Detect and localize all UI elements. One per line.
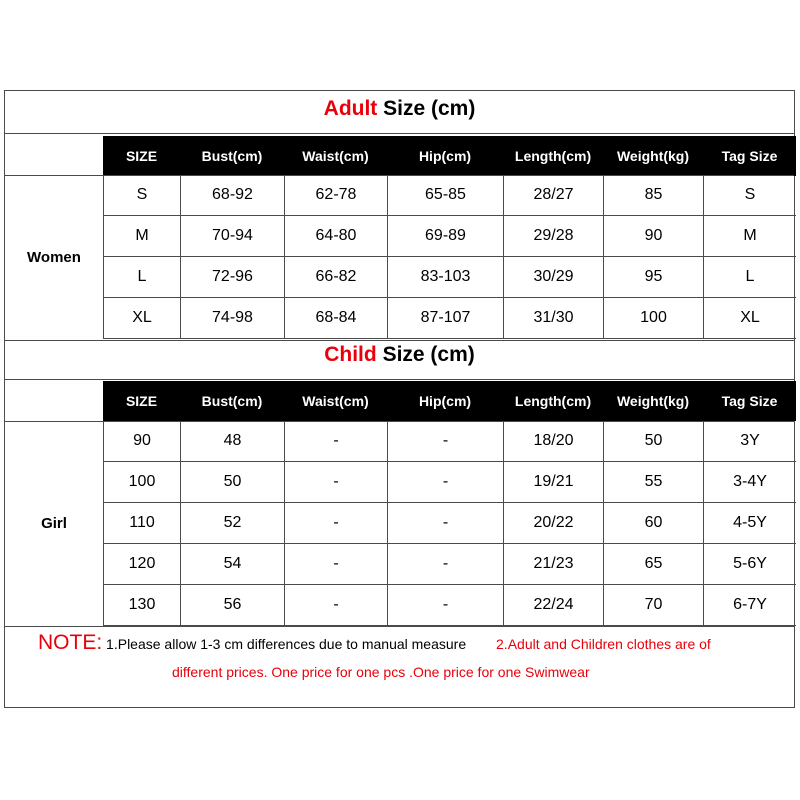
child-header-hip: Hip(cm) [418,393,472,409]
note-text-3: different prices. One price for one pcs .One price for one Swimwear [172,664,590,680]
adult-cell-hip: 69-89 [387,216,503,257]
adult-cell-tag-size: M [703,216,796,257]
adult-cell-weight: 100 [603,298,703,339]
child-header-row [103,381,796,421]
child-cell-length: 18/20 [503,421,603,462]
adult-cell-tag-size: XL [703,298,796,339]
child-size-title [5,343,794,367]
note-text-2: 2.Adult and Children clothes are of [496,636,711,652]
child-group-label: Girl [41,515,67,532]
adult-cell-waist: 68-84 [284,298,387,339]
adult-header-weight: Weight(kg) [616,148,690,164]
adult-cell-size: XL [103,298,180,339]
adult-cell-waist: 66-82 [284,257,387,298]
adult-title-rest: Size (cm) [377,97,476,120]
adult-group-label: Women [27,249,81,266]
adult-cell-bust: 74-98 [180,298,284,339]
adult-cell-hip: 83-103 [387,257,503,298]
child-cell-weight: 65 [603,544,703,585]
adult-cell-size: S [103,175,180,216]
adult-header-tag-size: Tag Size [721,148,778,164]
adult-header-row [103,136,796,176]
child-cell-size: 120 [103,544,180,585]
size-chart [4,90,795,708]
child-cell-hip: - [387,585,503,626]
child-cell-length: 21/23 [503,544,603,585]
child-cell-hip: - [387,544,503,585]
adult-cell-bust: 68-92 [180,175,284,216]
child-cell-hip: - [387,503,503,544]
adult-cell-bust: 72-96 [180,257,284,298]
child-cell-tag-size: 5-6Y [703,544,796,585]
adult-cell-size: L [103,257,180,298]
child-cell-size: 130 [103,585,180,626]
child-cell-weight: 50 [603,421,703,462]
adult-header-length: Length(cm) [514,148,592,164]
child-cell-weight: 60 [603,503,703,544]
child-header-waist: Waist(cm) [302,393,369,409]
adult-header-hip: Hip(cm) [418,148,472,164]
adult-cell-size: M [103,216,180,257]
adult-cell-weight: 90 [603,216,703,257]
child-cell-tag-size: 4-5Y [703,503,796,544]
child-cell-waist: - [284,462,387,503]
child-cell-bust: 50 [180,462,284,503]
note-label: NOTE: [38,631,103,654]
adult-cell-hip: 65-85 [387,175,503,216]
child-cell-weight: 70 [603,585,703,626]
child-cell-bust: 56 [180,585,284,626]
child-cell-waist: - [284,421,387,462]
child-cell-bust: 52 [180,503,284,544]
child-cell-size: 110 [103,503,180,544]
child-header-bust: Bust(cm) [201,393,263,409]
adult-cell-weight: 85 [603,175,703,216]
note-text-1: 1.Please allow 1-3 cm differences due to manual measure [102,636,467,652]
child-header-length: Length(cm) [514,393,592,409]
adult-header-size: SIZE [125,148,158,164]
child-cell-waist: - [284,585,387,626]
adult-cell-tag-size: L [703,257,796,298]
child-header-size: SIZE [125,393,158,409]
adult-title-highlight: Adult [323,97,378,120]
child-cell-waist: - [284,503,387,544]
child-cell-waist: - [284,544,387,585]
child-cell-hip: - [387,462,503,503]
child-header-weight: Weight(kg) [616,393,690,409]
child-title-highlight: Child [324,343,377,366]
child-cell-length: 22/24 [503,585,603,626]
adult-size-title [5,97,794,121]
child-title-rest: Size (cm) [376,343,475,366]
adult-cell-weight: 95 [603,257,703,298]
child-cell-bust: 54 [180,544,284,585]
child-cell-size: 100 [103,462,180,503]
adult-cell-waist: 64-80 [284,216,387,257]
adult-header-bust: Bust(cm) [201,148,263,164]
adult-cell-tag-size: S [703,175,796,216]
child-cell-tag-size: 3Y [703,421,796,462]
child-cell-length: 20/22 [503,503,603,544]
child-cell-tag-size: 6-7Y [703,585,796,626]
child-cell-weight: 55 [603,462,703,503]
adult-cell-bust: 70-94 [180,216,284,257]
child-cell-length: 19/21 [503,462,603,503]
note-line-1 [5,631,794,655]
adult-cell-length: 29/28 [503,216,603,257]
note-line-2 [5,664,794,680]
child-cell-hip: - [387,421,503,462]
adult-cell-length: 30/29 [503,257,603,298]
child-header-tag-size: Tag Size [721,393,778,409]
adult-cell-hip: 87-107 [387,298,503,339]
adult-cell-length: 28/27 [503,175,603,216]
adult-cell-length: 31/30 [503,298,603,339]
adult-cell-waist: 62-78 [284,175,387,216]
adult-header-waist: Waist(cm) [302,148,369,164]
child-cell-size: 90 [103,421,180,462]
child-cell-bust: 48 [180,421,284,462]
child-cell-tag-size: 3-4Y [703,462,796,503]
